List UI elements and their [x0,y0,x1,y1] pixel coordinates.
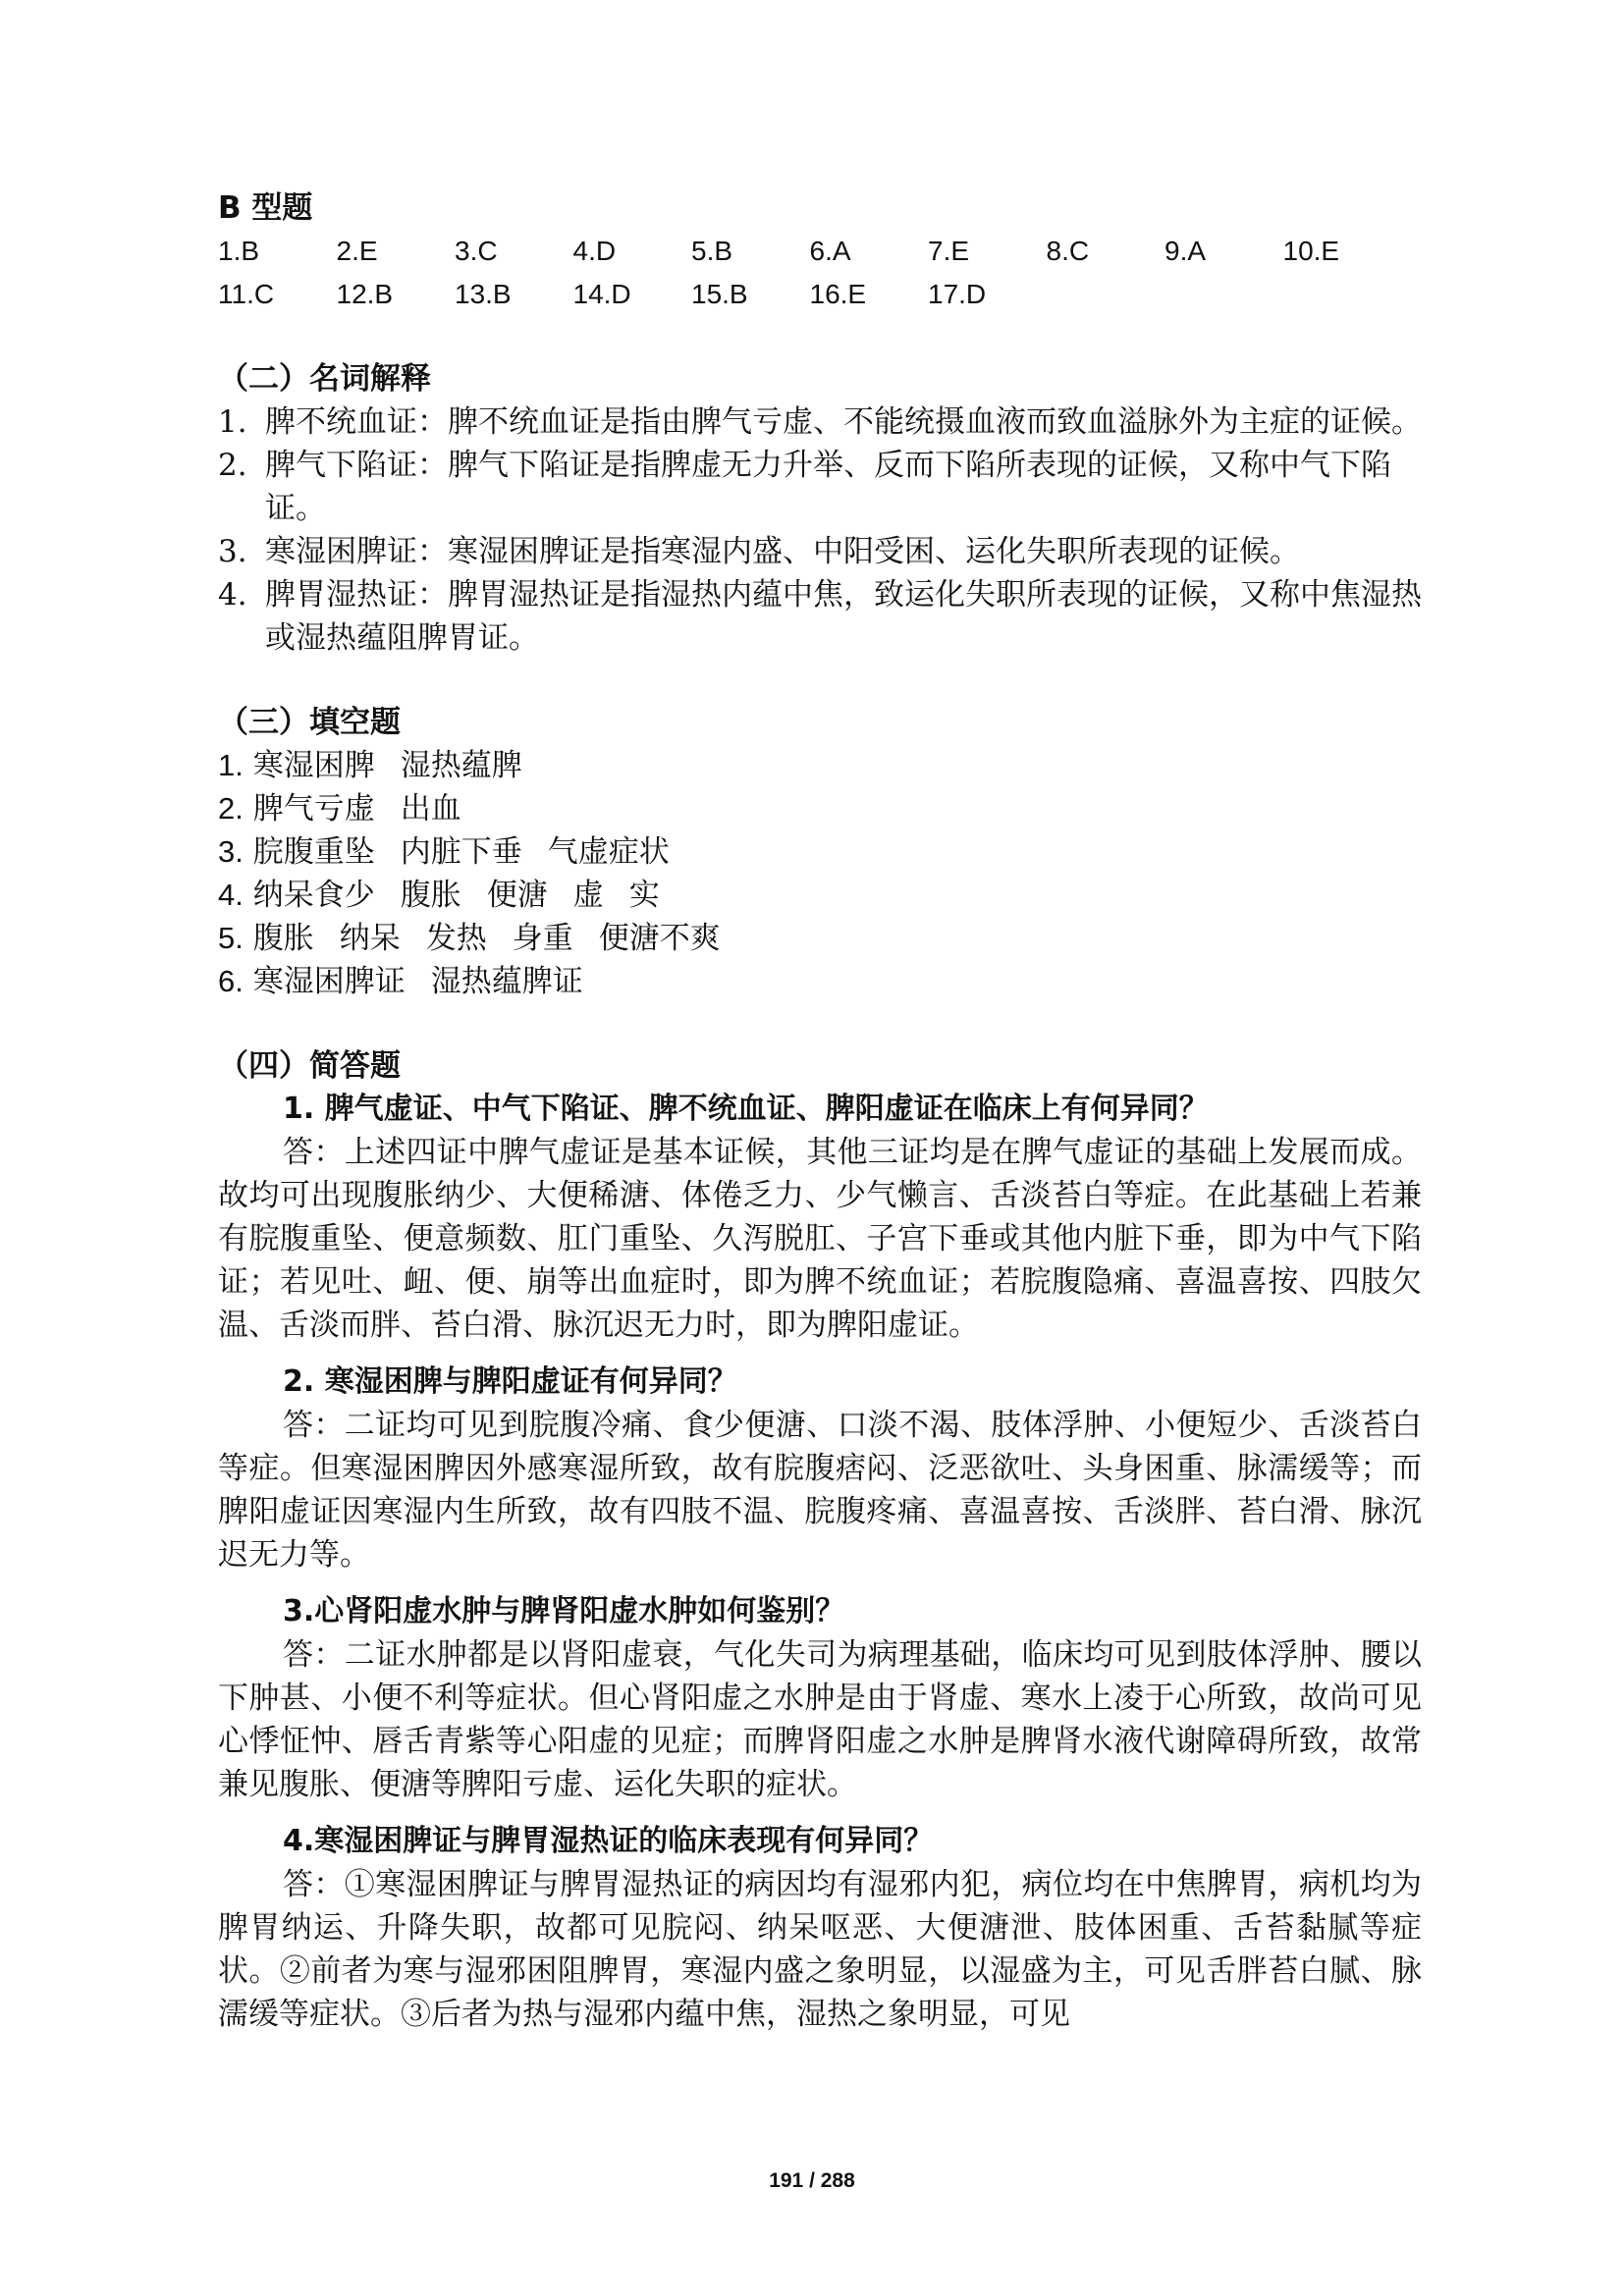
term-item [218,573,1422,660]
fill-number: 3. [218,834,244,869]
short-answer-title: （四）简答题 [218,1048,401,1084]
fill-item [218,917,1422,960]
fill-answer: 虚 [572,878,604,913]
fill-answer: 脾气亏虚 [252,791,375,827]
answer-cell: 11.C [218,279,275,309]
term-number: 4. [218,577,247,613]
answer: 答：二证水肿都是以肾阳虚衰，气化失司为病理基础，临床均可见到肢体浮肿、腰以下肿甚、小便不利等症状。但心肾阳虚之水肿是由于肾虚、寒水上凌于心所致，故尚可见心悸怔忡、唇舌青紫等心阳虚的见症；而脾肾阳虚之水肿是脾肾水液代谢障碍所致，故常兼见腹胀、便溏等脾阳亏虚、运化失职的症状。 [218,1637,1422,1802]
answer-cell: 15.B [691,279,748,309]
term-text: 脾胃湿热证：脾胃湿热证是指湿热内蕴中焦，致运化失职所表现的证候，又称中焦湿热或湿热蕴阻脾胃证。 [265,577,1422,656]
b-type-row [218,230,1422,273]
document-page [218,187,1422,2036]
fill-number: 6. [218,964,244,998]
b-type-section [218,187,1422,316]
answer-cell: 4.D [572,236,617,266]
terms-title: （二）名词解释 [218,361,431,397]
fill-item [218,874,1422,917]
fill-answer: 湿热蕴脾证 [430,964,583,999]
fill-answer: 寒湿困脾证 [252,964,406,999]
fill-answers [253,834,670,870]
fill-answer: 腹胀 [252,921,314,956]
answer-cell: 6.A [809,236,851,266]
fill-answer: 脘腹重坠 [252,834,375,870]
fill-number: 1. [218,748,244,782]
fill-answer: 寒湿困脾 [252,748,375,783]
fill-answer: 便溏 [486,878,548,913]
term-text: 脾气下陷证：脾气下陷证是指脾虚无力升举、反而下陷所表现的证候，又称中气下陷证。 [265,448,1391,526]
fill-answer: 出血 [400,791,461,827]
fill-answers [253,748,522,783]
fill-answer: 气虚症状 [547,834,670,870]
answer-cell: 1.B [218,236,260,266]
page-number: 191 / 288 [769,2169,855,2192]
question: 4.寒湿困脾证与脾胃湿热证的临床表现有何异同？ [283,1824,934,1858]
b-type-row [218,273,1422,316]
fill-answer: 便溏不爽 [598,921,721,956]
b-type-title: B 型题 [218,190,313,226]
answer-cell: 5.B [691,236,733,266]
qa-item [218,1088,1422,1347]
term-number: 3. [218,534,247,569]
terms-section [218,357,1422,660]
fill-answers [253,878,660,913]
fill-answers [253,791,461,827]
fill-number: 5. [218,921,244,955]
answer-cell: 14.D [572,279,631,309]
qa-item [218,1590,1422,1806]
answer-cell: 13.B [455,279,512,309]
fill-title: （三）填空题 [218,705,401,740]
fill-item [218,960,1422,1003]
term-number: 1. [218,404,247,440]
fill-answers [253,921,721,956]
fill-item [218,787,1422,830]
term-number: 2. [218,448,247,483]
answer-cell: 8.C [1046,236,1090,266]
answer-cell: 2.E [336,236,378,266]
fill-item [218,744,1422,787]
fill-answer: 纳呆 [339,921,401,956]
answer-cell: 12.B [336,279,394,309]
question: 2. 寒湿困脾与脾阳虚证有何异同？ [283,1364,737,1399]
answer-cell: 17.D [928,279,987,309]
term-item [218,530,1422,573]
fill-number: 2. [218,791,244,826]
fill-answer: 腹胀 [400,878,461,913]
b-type-answer-grid [218,230,1422,316]
fill-answer: 实 [628,878,660,913]
question: 1. 脾气虚证、中气下陷证、脾不统血证、脾阳虚证在临床上有何异同？ [283,1092,1209,1126]
answer: 答：上述四证中脾气虚证是基本证候，其他三证均是在脾气虚证的基础上发展而成。故均可出现腹胀纳少、大便稀溏、体倦乏力、少气懒言、舌淡苔白等症。在此基础上若兼有脘腹重坠、便意频数、肛门重坠、久泻脱肛、子宫下垂或其他内脏下垂，即为中气下陷证；若见吐、衄、便、崩等出血症时，即为脾不统血证；若脘腹隐痛、喜温喜按、四肢欠温、舌淡而胖、苔白滑、脉沉迟无力时，即为脾阳虚证。 [218,1135,1422,1343]
fill-item [218,830,1422,874]
fill-section [218,701,1422,1003]
answer: 答：二证均可见到脘腹冷痛、食少便溏、口淡不渴、肢体浮肿、小便短少、舌淡苔白等症。但寒湿困脾因外感寒湿所致，故有脘腹痞闷、泛恶欲吐、头身困重、脉濡缓等；而脾阳虚证因寒湿内生所致，故有四肢不温、脘腹疼痛、喜温喜按、舌淡胖、苔白滑、脉沉迟无力等。 [218,1408,1422,1573]
section-spacer [218,1003,1422,1044]
term-text: 脾不统血证：脾不统血证是指由脾气亏虚、不能统摄血液而致血溢脉外为主症的证候。 [265,404,1422,440]
fill-answers [253,964,583,999]
short-answer-section [218,1044,1422,2036]
answer-cell: 16.E [809,279,867,309]
answer-cell: 7.E [928,236,970,266]
term-text: 寒湿困脾证：寒湿困脾证是指寒湿内盛、中阳受困、运化失职所表现的证候。 [265,534,1300,569]
answer-cell: 3.C [455,236,498,266]
section-spacer [218,660,1422,701]
fill-answer: 纳呆食少 [252,878,375,913]
fill-answer: 发热 [425,921,487,956]
qa-item [218,1820,1422,2036]
answer-cell: 9.A [1164,236,1207,266]
qa-item [218,1361,1422,1576]
answer: 答：①寒湿困脾证与脾胃湿热证的病因均有湿邪内犯，病位均在中焦脾胃，病机均为脾胃纳运、升降失职，故都可见脘闷、纳呆呕恶、大便溏泄、肢体困重、舌苔黏腻等症状。②前者为寒与湿邪困阻脾胃，寒湿内盛之象明显，以湿盛为主，可见舌胖苔白腻、脉濡缓等症状。③后者为热与湿邪内蕴中焦，湿热之象明显，可见 [218,1867,1422,2032]
question: 3.心肾阳虚水肿与脾肾阳虚水肿如何鉴别？ [283,1594,845,1629]
fill-number: 4. [218,878,244,912]
fill-answer: 内脏下垂 [400,834,522,870]
fill-answer: 身重 [512,921,573,956]
answer-cell: 10.E [1282,236,1340,266]
section-spacer [218,316,1422,357]
fill-answer: 湿热蕴脾 [400,748,522,783]
term-item [218,400,1422,444]
term-item [218,444,1422,530]
